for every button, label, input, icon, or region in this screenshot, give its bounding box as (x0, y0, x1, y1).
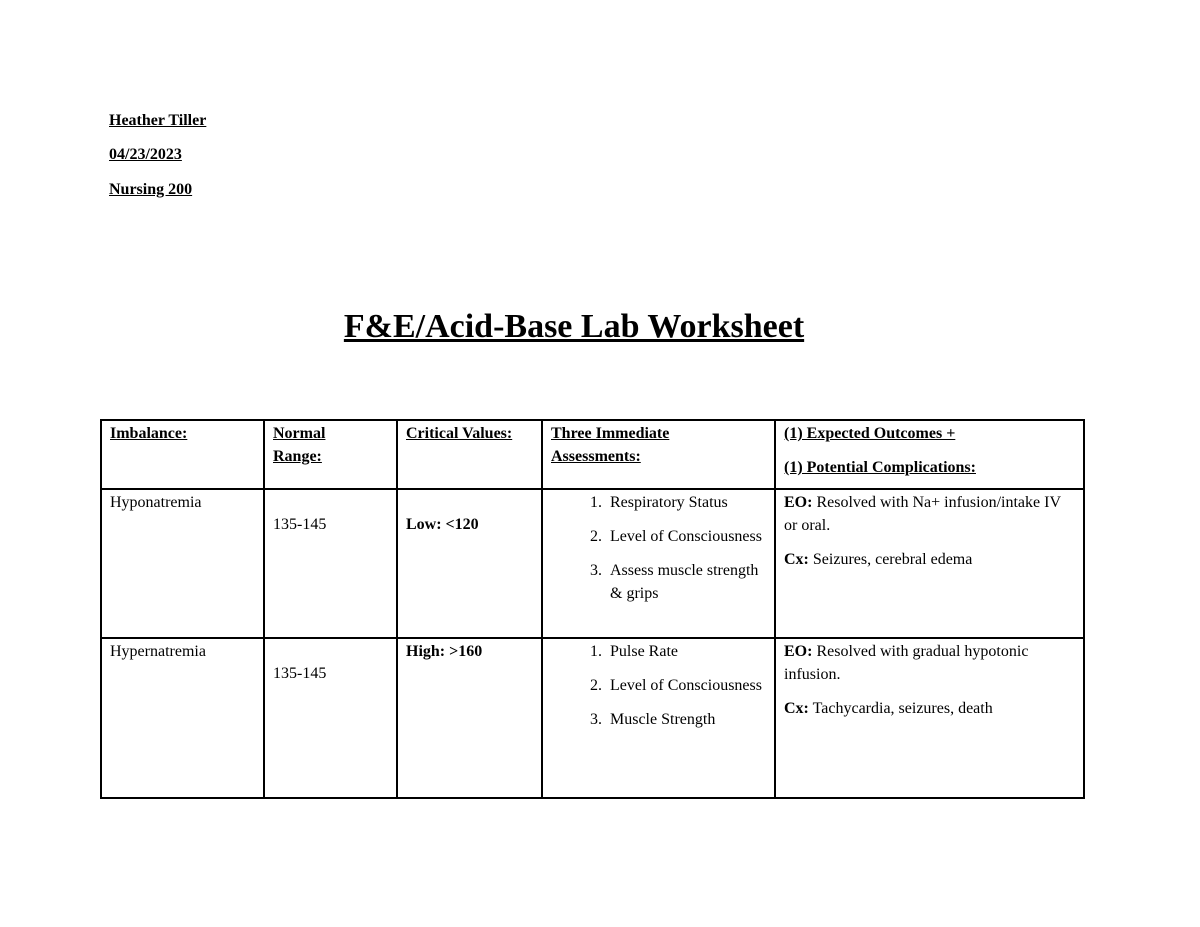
course-name: Nursing 200 (109, 181, 193, 198)
page-title: F&E/Acid-Base Lab Worksheet (343, 308, 805, 345)
assessment-item (606, 491, 766, 514)
assessment-text: Pulse Rate (610, 643, 678, 660)
document-date: 04/23/2023 (109, 146, 182, 163)
assessment-text: Level of Consciousness (610, 677, 762, 694)
cell-normal-range (264, 489, 397, 638)
critical-value: Low: <120 (406, 516, 479, 533)
table-row (101, 489, 1084, 638)
eo-label: EO: (784, 643, 813, 660)
table-header-row (101, 420, 1084, 489)
col-header-assessments-line1: Three Immediate (551, 425, 670, 442)
assessment-item (606, 640, 766, 663)
normal-range-value: 135-145 (273, 516, 327, 533)
col-header-assessments-line2: Assessments: (551, 448, 641, 465)
cell-critical-values (397, 638, 542, 798)
assessment-item (606, 708, 766, 731)
assessment-list (551, 640, 766, 731)
cell-assessments (542, 638, 775, 798)
cx-label: Cx: (784, 551, 809, 568)
assessment-text: Assess muscle strength & grips (610, 562, 759, 602)
eo-text: Resolved with gradual hypotonic infusion. (784, 643, 1029, 683)
assessment-list (551, 491, 766, 605)
cx-label: Cx: (784, 700, 809, 717)
cell-assessments (542, 489, 775, 638)
assessment-item (606, 559, 766, 605)
cx-text: Seizures, cerebral edema (812, 551, 973, 568)
col-header-normal-range (264, 420, 397, 489)
eo-label: EO: (784, 494, 813, 511)
col-header-critical-values (397, 420, 542, 489)
expected-outcome (784, 491, 1075, 537)
worksheet-table (100, 419, 1085, 799)
assessment-text: Muscle Strength (610, 711, 716, 728)
col-header-outcomes-line2: (1) Potential Complications: (784, 459, 976, 476)
cell-imbalance (101, 638, 264, 798)
critical-value: High: >160 (406, 643, 483, 660)
normal-range-value: 135-145 (273, 665, 327, 682)
col-header-outcomes-line1: (1) Expected Outcomes + (784, 425, 956, 442)
col-header-imbalance (101, 420, 264, 489)
cx-text: Tachycardia, seizures, death (812, 700, 993, 717)
cell-outcomes (775, 638, 1084, 798)
cell-outcomes (775, 489, 1084, 638)
imbalance-name: Hypernatremia (110, 643, 206, 660)
expected-outcome (784, 640, 1075, 686)
student-name: Heather Tiller (109, 112, 207, 129)
col-header-assessments (542, 420, 775, 489)
col-header-imbalance-label: Imbalance: (110, 425, 188, 442)
assessment-item (606, 525, 766, 548)
assessment-text: Respiratory Status (610, 494, 728, 511)
assessment-text: Level of Consciousness (610, 528, 762, 545)
cell-imbalance (101, 489, 264, 638)
assessment-item (606, 674, 766, 697)
col-header-normal-range-line1: Normal (273, 425, 326, 442)
potential-complication (784, 697, 1075, 720)
col-header-critical-values-label: Critical Values: (406, 425, 513, 442)
col-header-outcomes (775, 420, 1084, 489)
potential-complication (784, 548, 1075, 571)
eo-text: Resolved with Na+ infusion/intake IV or oral. (784, 494, 1061, 534)
cell-critical-values (397, 489, 542, 638)
col-header-normal-range-line2: Range: (273, 448, 322, 465)
imbalance-name: Hyponatremia (110, 494, 202, 511)
cell-normal-range (264, 638, 397, 798)
table-row (101, 638, 1084, 798)
